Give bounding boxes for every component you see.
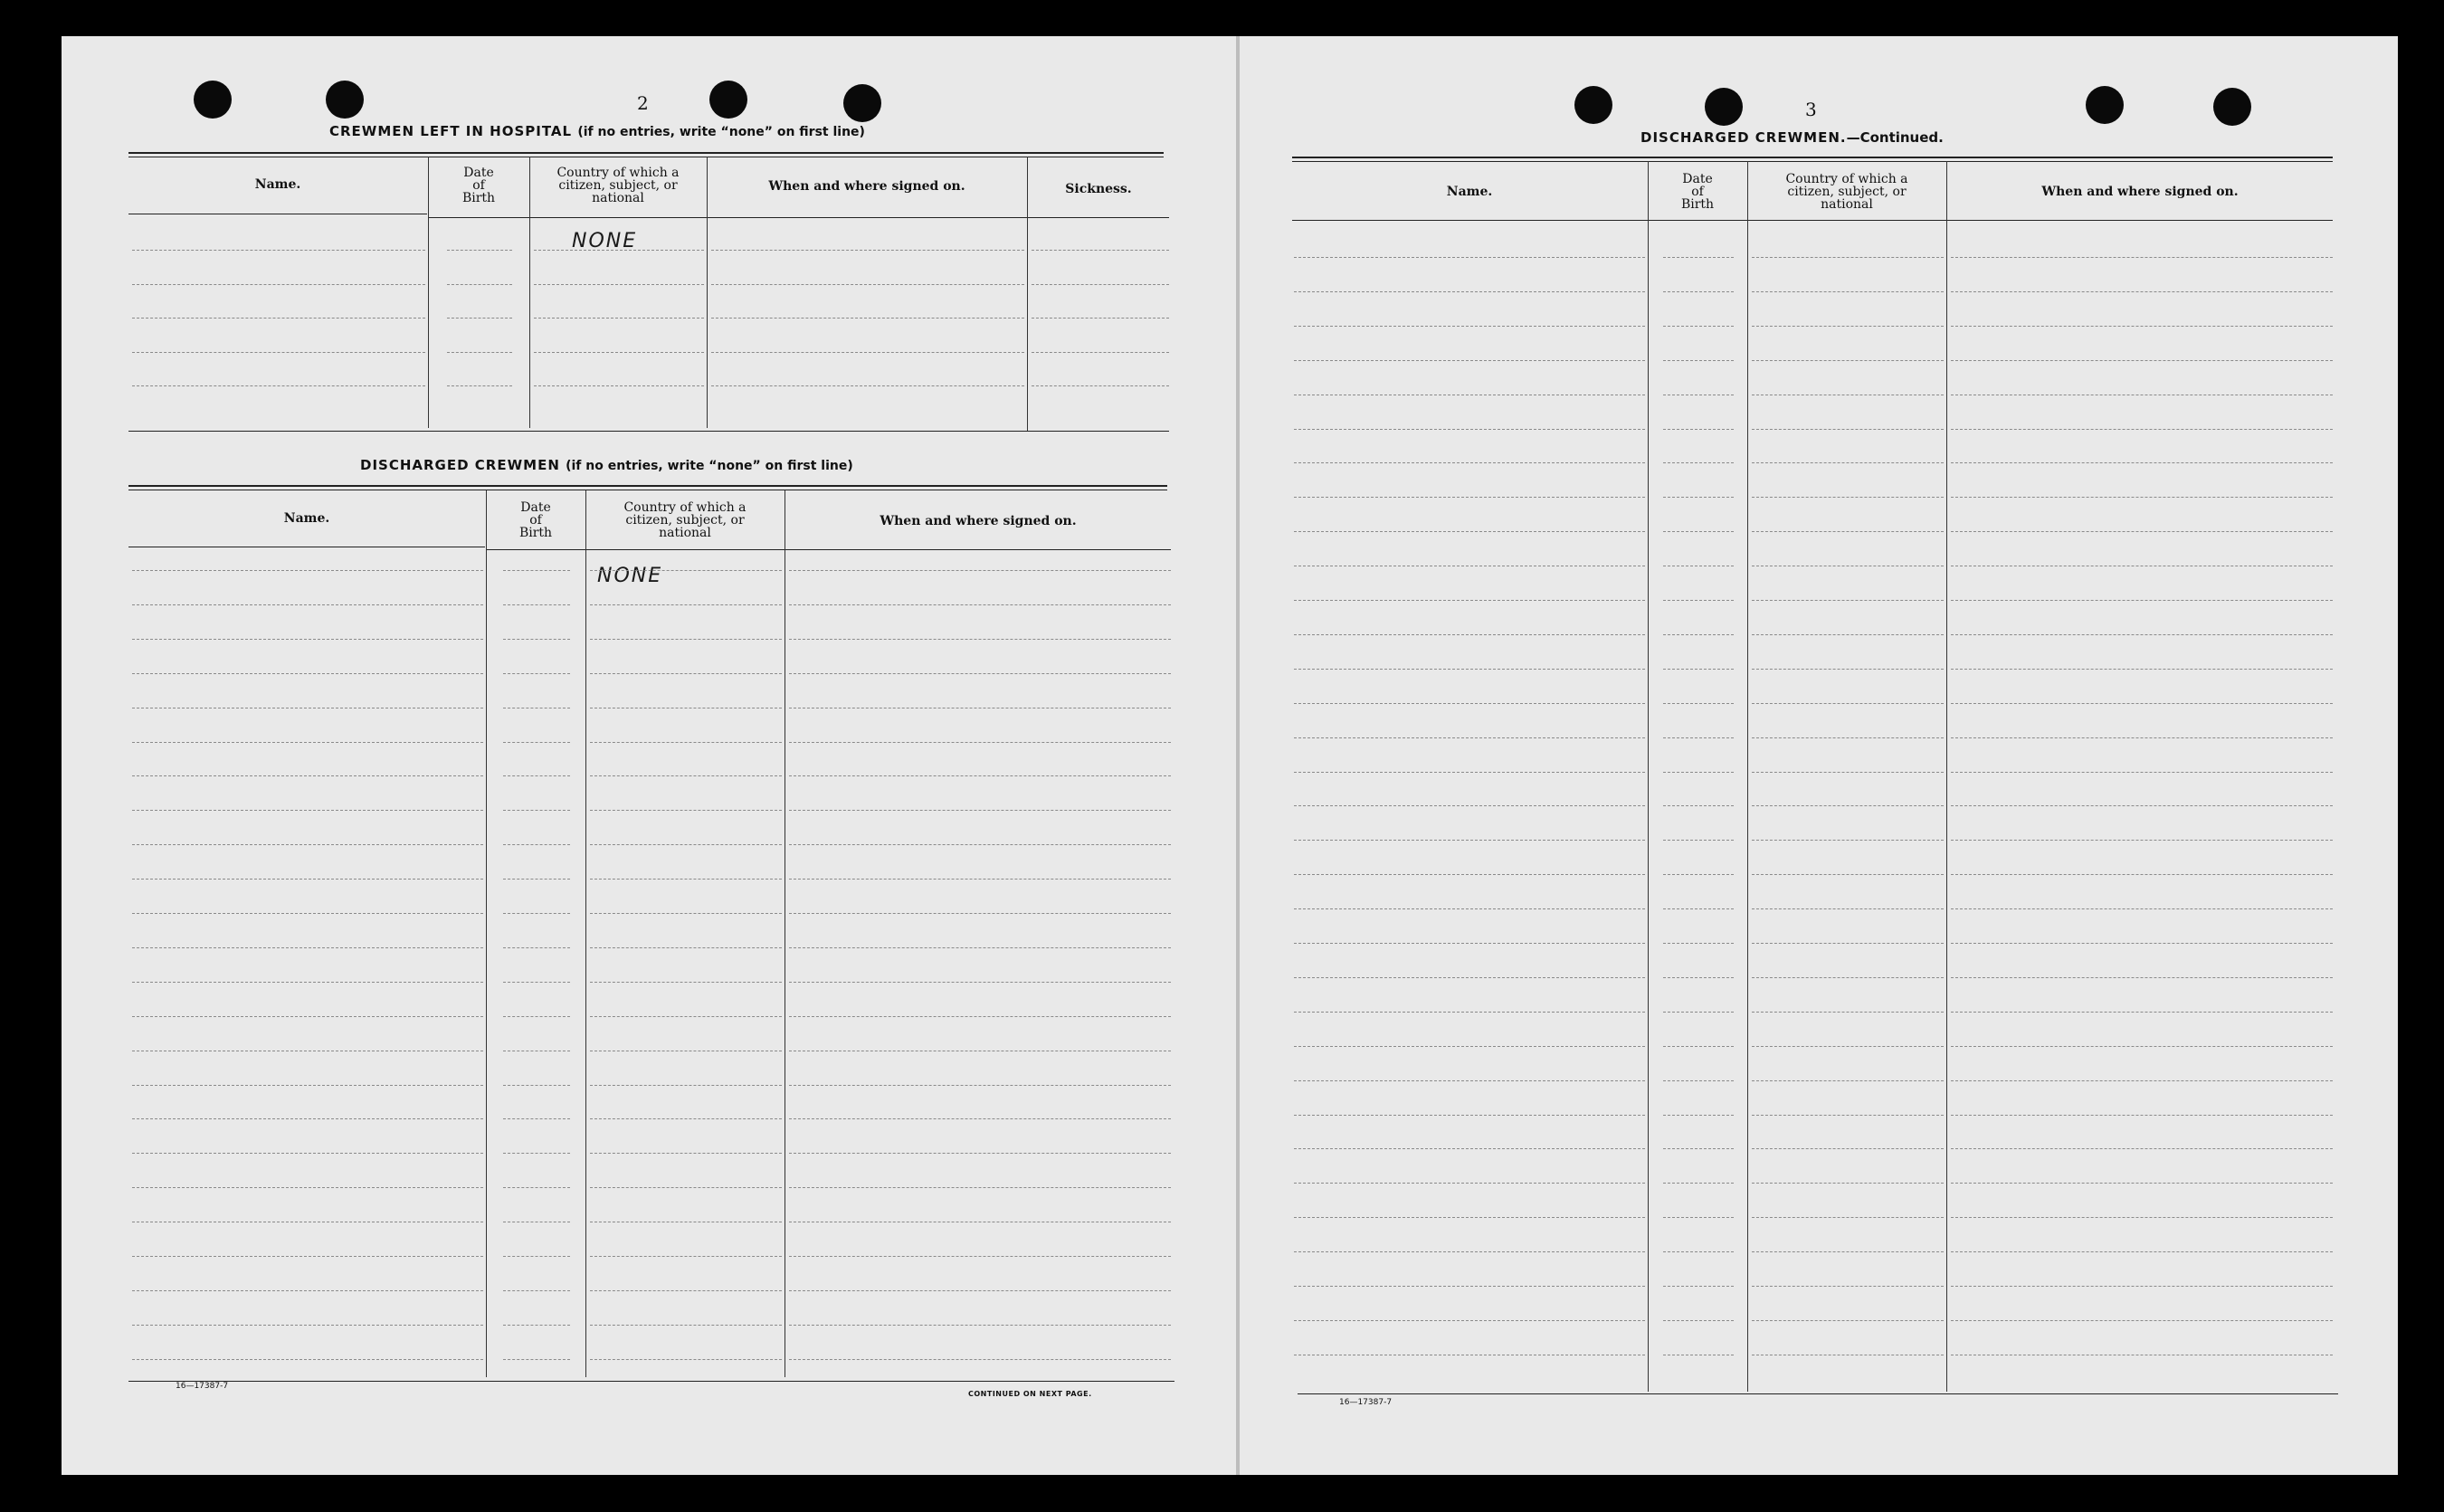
- punch-hole: [194, 81, 232, 119]
- hospital-section-title: CREWMEN LEFT IN HOSPITAL (if no entries, write “none” on first line): [329, 123, 865, 139]
- ruled-line: [1951, 1148, 2333, 1149]
- ruled-line: [1752, 1320, 1944, 1321]
- ruled-line: [789, 1085, 1171, 1086]
- ruled-line: [789, 1359, 1171, 1360]
- ruled-line: [132, 604, 483, 605]
- ruled-line: [1951, 1320, 2333, 1321]
- ruled-line: [590, 742, 782, 743]
- ruled-line: [590, 775, 782, 776]
- ruled-line: [503, 1187, 570, 1188]
- discharged-col-country: Country of which a citizen, subject, or national: [623, 500, 747, 540]
- discharged-col-when-where: When and where signed on.: [880, 514, 1077, 528]
- ruled-line: [1663, 360, 1734, 361]
- ruled-line: [132, 1016, 483, 1017]
- ruled-line: [590, 1256, 782, 1257]
- ruled-line: [590, 913, 782, 914]
- ruled-line: [1294, 1320, 1645, 1321]
- column-divider: [428, 157, 429, 428]
- ruled-line: [132, 879, 483, 880]
- ruled-line: [1951, 1183, 2333, 1184]
- ruled-line: [789, 879, 1171, 880]
- discharged-bottom-rule: [128, 1381, 1174, 1382]
- ruled-line: [590, 639, 782, 640]
- ruled-line: [711, 385, 1024, 386]
- ruled-line: [1752, 1183, 1944, 1184]
- ruled-line: [789, 570, 1171, 571]
- punch-hole: [326, 81, 364, 119]
- right-col-country: Country of which a citizen, subject, or national: [1785, 172, 1908, 212]
- ruled-line: [1951, 1217, 2333, 1218]
- ruled-line: [789, 1153, 1171, 1154]
- right-col-when-where: When and where signed on.: [2041, 185, 2239, 199]
- ruled-line: [1663, 1320, 1734, 1321]
- form-number: 16—17387-7: [176, 1382, 229, 1391]
- column-divider: [585, 490, 586, 1377]
- ruled-line: [132, 385, 425, 386]
- ruled-line: [1752, 805, 1944, 806]
- hospital-col-name: Name.: [254, 177, 301, 192]
- ruled-line: [1752, 326, 1944, 327]
- ruled-line: [1294, 1148, 1645, 1149]
- ruled-line: [1663, 1217, 1734, 1218]
- ruled-line: [1951, 1115, 2333, 1116]
- ruled-line: [1951, 1251, 2333, 1252]
- ruled-line: [1951, 840, 2333, 841]
- ruled-line: [534, 284, 704, 285]
- ruled-line: [789, 1325, 1171, 1326]
- ruled-line: [503, 742, 570, 743]
- ruled-line: [1032, 318, 1169, 319]
- ruled-line: [1663, 703, 1734, 704]
- ruled-line: [789, 673, 1171, 674]
- ruled-line: [1752, 634, 1944, 635]
- ruled-line: [447, 352, 512, 353]
- hospital-bottom-rule: [128, 431, 1169, 432]
- ruled-line: [132, 639, 483, 640]
- ruled-line: [1752, 1115, 1944, 1116]
- ruled-line: [1752, 257, 1944, 258]
- ruled-line: [789, 742, 1171, 743]
- ruled-line: [1951, 874, 2333, 875]
- ruled-line: [503, 1359, 570, 1360]
- right-page: [1240, 36, 2398, 1475]
- ruled-line: [534, 250, 704, 251]
- ruled-line: [1032, 284, 1169, 285]
- ruled-line: [1951, 462, 2333, 463]
- ruled-line: [132, 742, 483, 743]
- ruled-line: [132, 673, 483, 674]
- column-divider: [707, 157, 708, 428]
- ruled-line: [789, 1256, 1171, 1257]
- ruled-line: [590, 947, 782, 948]
- ruled-line: [1951, 497, 2333, 498]
- ruled-line: [132, 1256, 483, 1257]
- ruled-line: [1294, 600, 1645, 601]
- right-bottom-rule: [1298, 1393, 2338, 1394]
- ruled-line: [1294, 360, 1645, 361]
- ruled-line: [1294, 1115, 1645, 1116]
- ruled-line: [789, 775, 1171, 776]
- ruled-line: [1663, 1148, 1734, 1149]
- ruled-line: [1294, 1080, 1645, 1081]
- ruled-line: [1752, 908, 1944, 909]
- ruled-line: [1663, 1183, 1734, 1184]
- punch-hole: [1574, 86, 1612, 124]
- ruled-line: [1752, 600, 1944, 601]
- ruled-line: [132, 947, 483, 948]
- column-divider: [1946, 161, 1947, 1392]
- ruled-line: [132, 318, 425, 319]
- hospital-handwritten-entry: NONE: [572, 230, 638, 252]
- ruled-line: [1294, 805, 1645, 806]
- ruled-line: [1663, 1115, 1734, 1116]
- ruled-line: [1663, 1012, 1734, 1013]
- hospital-col-date-of-birth: Date of Birth: [461, 166, 496, 205]
- ruled-line: [590, 1153, 782, 1154]
- hospital-top-rule: [128, 152, 1164, 157]
- ruled-line: [132, 1359, 483, 1360]
- ruled-line: [503, 1256, 570, 1257]
- ruled-line: [1951, 360, 2333, 361]
- ruled-line: [1752, 840, 1944, 841]
- ruled-line: [1294, 531, 1645, 532]
- ruled-line: [1032, 385, 1169, 386]
- ruled-line: [503, 1153, 570, 1154]
- ruled-line: [132, 775, 483, 776]
- ruled-line: [1294, 1012, 1645, 1013]
- ruled-line: [590, 1118, 782, 1119]
- discharged-section-title: DISCHARGED CREWMEN (if no entries, write “none” on first line): [360, 457, 853, 473]
- column-divider: [1648, 161, 1649, 1392]
- ruled-line: [789, 947, 1171, 948]
- ruled-line: [1663, 772, 1734, 773]
- ruled-line: [1294, 1217, 1645, 1218]
- discharged-header-rule: [487, 549, 1171, 550]
- ruled-line: [789, 639, 1171, 640]
- ruled-line: [1663, 977, 1734, 978]
- ruled-line: [1951, 772, 2333, 773]
- ruled-line: [503, 1118, 570, 1119]
- ruled-line: [1663, 737, 1734, 738]
- ruled-line: [789, 1016, 1171, 1017]
- ruled-line: [1294, 497, 1645, 498]
- ruled-line: [590, 1085, 782, 1086]
- ruled-line: [1752, 1286, 1944, 1287]
- ruled-line: [1951, 943, 2333, 944]
- ruled-line: [1951, 1080, 2333, 1081]
- ruled-line: [1951, 703, 2333, 704]
- ruled-line: [1294, 291, 1645, 292]
- ruled-line: [1951, 737, 2333, 738]
- ruled-line: [503, 604, 570, 605]
- ruled-line: [1663, 531, 1734, 532]
- ruled-line: [1951, 977, 2333, 978]
- ruled-line: [1752, 772, 1944, 773]
- ruled-line: [590, 1016, 782, 1017]
- ruled-line: [590, 844, 782, 845]
- ruled-line: [590, 1290, 782, 1291]
- ruled-line: [1663, 497, 1734, 498]
- ruled-line: [1663, 600, 1734, 601]
- ruled-line: [1663, 462, 1734, 463]
- ruled-line: [132, 810, 483, 811]
- ruled-line: [789, 1187, 1171, 1188]
- ruled-line: [1752, 669, 1944, 670]
- ruled-line: [1951, 908, 2333, 909]
- column-divider: [529, 157, 530, 428]
- ruled-line: [1951, 291, 2333, 292]
- ruled-line: [132, 1325, 483, 1326]
- ruled-line: [1752, 1217, 1944, 1218]
- discharged-top-rule: [128, 485, 1167, 490]
- ruled-line: [1663, 908, 1734, 909]
- ruled-line: [1752, 977, 1944, 978]
- ruled-line: [590, 810, 782, 811]
- ruled-line: [1951, 257, 2333, 258]
- ruled-line: [590, 673, 782, 674]
- ruled-line: [1663, 943, 1734, 944]
- ruled-line: [132, 844, 483, 845]
- ruled-line: [590, 982, 782, 983]
- ruled-line: [1294, 1251, 1645, 1252]
- right-top-rule: [1292, 157, 2333, 162]
- hospital-header-rule: [429, 217, 1169, 218]
- ruled-line: [1752, 943, 1944, 944]
- ruled-line: [503, 947, 570, 948]
- ruled-line: [1752, 703, 1944, 704]
- ruled-line: [503, 1290, 570, 1291]
- ruled-line: [503, 1016, 570, 1017]
- ruled-line: [590, 1359, 782, 1360]
- form-number: 16—17387-7: [1339, 1398, 1393, 1407]
- ruled-line: [132, 1187, 483, 1188]
- ruled-line: [1752, 737, 1944, 738]
- ruled-line: [503, 879, 570, 880]
- ruled-line: [789, 604, 1171, 605]
- ruled-line: [1294, 1046, 1645, 1047]
- ruled-line: [789, 1290, 1171, 1291]
- ruled-line: [789, 1118, 1171, 1119]
- ruled-line: [1294, 840, 1645, 841]
- ruled-line: [1294, 772, 1645, 773]
- ruled-line: [1294, 429, 1645, 430]
- hospital-col-sickness: Sickness.: [1065, 182, 1132, 196]
- ruled-line: [534, 352, 704, 353]
- ruled-line: [503, 913, 570, 914]
- ruled-line: [1294, 462, 1645, 463]
- ruled-line: [503, 673, 570, 674]
- punch-hole: [843, 84, 881, 122]
- ruled-line: [503, 639, 570, 640]
- ruled-line: [1752, 1046, 1944, 1047]
- discharged-col-name: Name.: [283, 511, 330, 526]
- right-col-date-of-birth: Date of Birth: [1680, 172, 1715, 212]
- column-divider: [1747, 161, 1748, 1392]
- ruled-line: [1294, 257, 1645, 258]
- column-divider: [486, 490, 487, 1377]
- ruled-line: [1951, 326, 2333, 327]
- ruled-line: [132, 982, 483, 983]
- discharged-handwritten-entry: NONE: [597, 565, 663, 587]
- ruled-line: [1752, 360, 1944, 361]
- ruled-line: [1752, 1251, 1944, 1252]
- ruled-line: [132, 913, 483, 914]
- discharged-col-date-of-birth: Date of Birth: [518, 500, 553, 540]
- ruled-line: [132, 1153, 483, 1154]
- page-number: 3: [1805, 99, 1817, 120]
- right-col-name: Name.: [1446, 185, 1493, 199]
- ruled-line: [132, 352, 425, 353]
- page-number: 2: [637, 92, 649, 114]
- ruled-line: [132, 1085, 483, 1086]
- ruled-line: [1294, 943, 1645, 944]
- ruled-line: [1032, 250, 1169, 251]
- ruled-line: [1752, 462, 1944, 463]
- ruled-line: [503, 1325, 570, 1326]
- ruled-line: [1951, 429, 2333, 430]
- ruled-line: [1294, 737, 1645, 738]
- ruled-line: [503, 570, 570, 571]
- continued-note: CONTINUED ON NEXT PAGE.: [968, 1390, 1092, 1398]
- ruled-line: [1752, 429, 1944, 430]
- ruled-line: [534, 318, 704, 319]
- ruled-line: [1032, 352, 1169, 353]
- ruled-line: [1951, 1012, 2333, 1013]
- ruled-line: [711, 250, 1024, 251]
- ruled-line: [1951, 669, 2333, 670]
- ruled-line: [503, 775, 570, 776]
- ruled-line: [1663, 1080, 1734, 1081]
- ruled-line: [447, 318, 512, 319]
- ruled-line: [1752, 497, 1944, 498]
- ruled-line: [1752, 874, 1944, 875]
- ruled-line: [590, 879, 782, 880]
- left-page: [62, 36, 1240, 1475]
- ruled-line: [1294, 669, 1645, 670]
- ruled-line: [1663, 634, 1734, 635]
- ruled-line: [1663, 1046, 1734, 1047]
- ruled-line: [534, 385, 704, 386]
- ruled-line: [503, 1085, 570, 1086]
- ruled-line: [789, 982, 1171, 983]
- ruled-line: [1752, 1080, 1944, 1081]
- punch-hole: [709, 81, 747, 119]
- ruled-line: [1752, 531, 1944, 532]
- punch-hole: [1705, 88, 1743, 126]
- ruled-line: [711, 318, 1024, 319]
- ruled-line: [1951, 1046, 2333, 1047]
- ruled-line: [1951, 600, 2333, 601]
- ruled-line: [447, 250, 512, 251]
- ruled-line: [132, 1118, 483, 1119]
- ruled-line: [1663, 669, 1734, 670]
- ruled-line: [132, 570, 483, 571]
- ruled-line: [1752, 291, 1944, 292]
- ruled-line: [447, 284, 512, 285]
- ruled-line: [711, 284, 1024, 285]
- ruled-line: [1951, 531, 2333, 532]
- ruled-line: [789, 810, 1171, 811]
- ruled-line: [132, 284, 425, 285]
- ruled-line: [503, 844, 570, 845]
- ruled-line: [1752, 1148, 1944, 1149]
- ruled-line: [1951, 805, 2333, 806]
- ruled-line: [503, 810, 570, 811]
- ruled-line: [1294, 1286, 1645, 1287]
- ruled-line: [1294, 703, 1645, 704]
- ruled-line: [1663, 840, 1734, 841]
- ruled-line: [1294, 874, 1645, 875]
- ruled-line: [1663, 291, 1734, 292]
- hospital-col-country: Country of which a citizen, subject, or national: [556, 166, 680, 205]
- ruled-line: [132, 1290, 483, 1291]
- page-fold: [1236, 36, 1240, 1475]
- ruled-line: [590, 1187, 782, 1188]
- ruled-line: [1663, 326, 1734, 327]
- punch-hole: [2213, 88, 2251, 126]
- ruled-line: [1752, 1012, 1944, 1013]
- ruled-line: [1294, 634, 1645, 635]
- punch-hole: [2086, 86, 2124, 124]
- ruled-line: [590, 570, 782, 571]
- ruled-line: [1294, 908, 1645, 909]
- ruled-line: [1294, 977, 1645, 978]
- ruled-line: [789, 844, 1171, 845]
- right-header-rule: [1292, 220, 2333, 221]
- ruled-line: [590, 1325, 782, 1326]
- ruled-line: [132, 250, 425, 251]
- ruled-line: [1663, 1251, 1734, 1252]
- ruled-line: [1663, 257, 1734, 258]
- ruled-line: [1294, 326, 1645, 327]
- ruled-line: [1951, 634, 2333, 635]
- ruled-line: [1951, 1286, 2333, 1287]
- ruled-line: [789, 913, 1171, 914]
- ruled-line: [1294, 1183, 1645, 1184]
- ruled-line: [590, 604, 782, 605]
- discharged-continued-title: DISCHARGED CREWMEN.—Continued.: [1640, 129, 1944, 146]
- ruled-line: [503, 982, 570, 983]
- ruled-line: [711, 352, 1024, 353]
- column-divider: [1027, 157, 1028, 431]
- ruled-line: [447, 385, 512, 386]
- hospital-col-when-where: When and where signed on.: [768, 179, 965, 194]
- ruled-line: [1663, 1286, 1734, 1287]
- ruled-line: [1663, 805, 1734, 806]
- ruled-line: [1663, 874, 1734, 875]
- ruled-line: [1663, 429, 1734, 430]
